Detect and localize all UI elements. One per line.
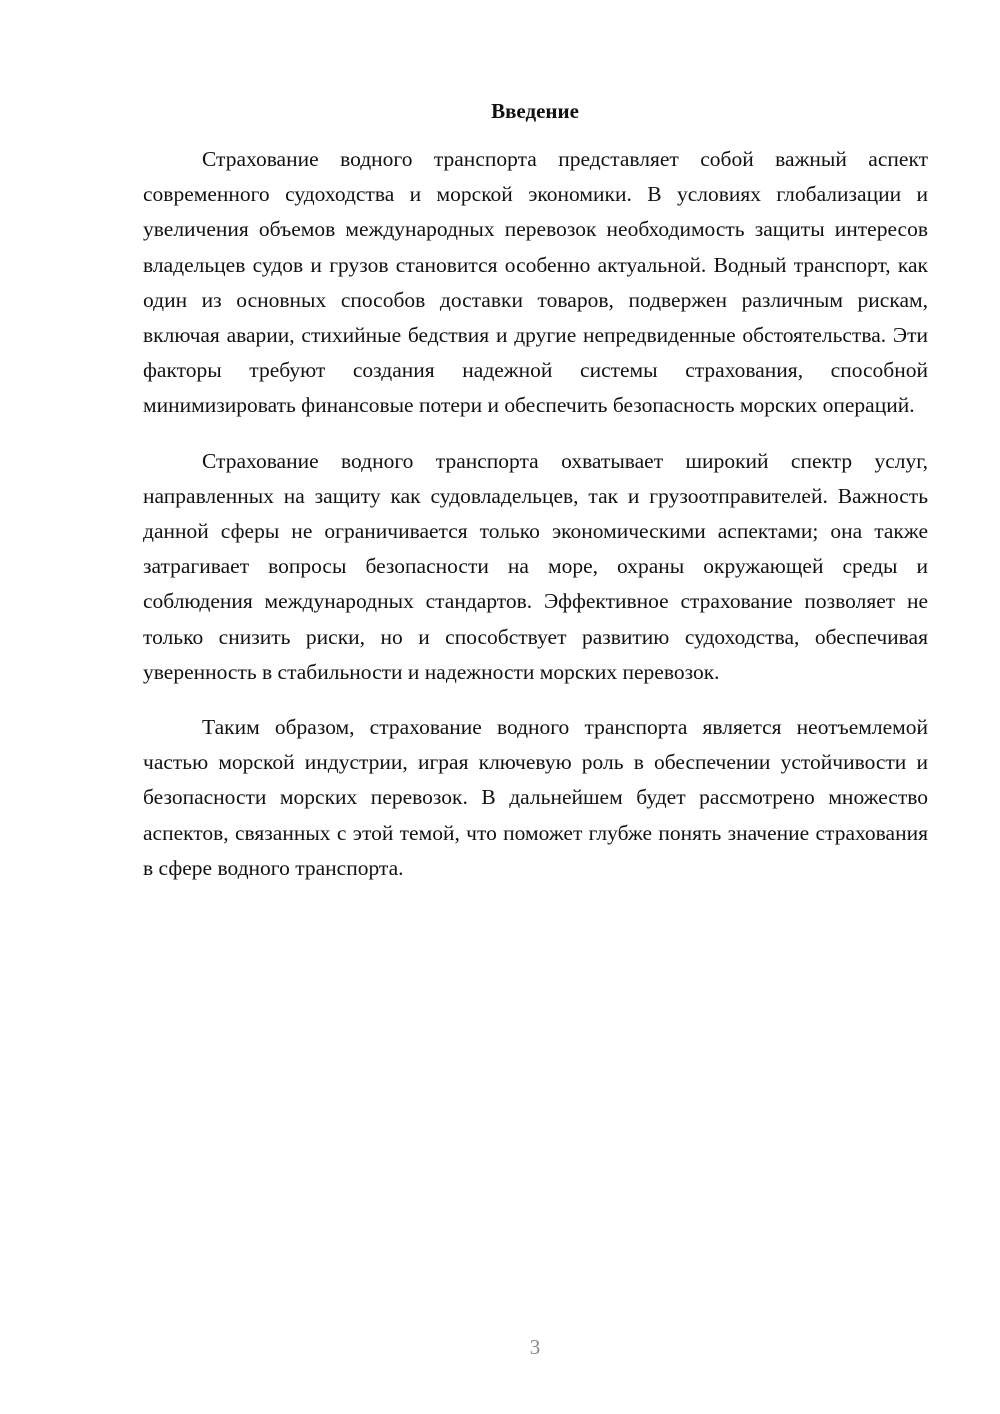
- page-number: 3: [529, 1335, 541, 1359]
- paragraph-3: Таким образом, страхование водного транспорта является неотъемлемой частью морской индустрии, играя ключевую роль в обеспечении устойчивости и безопасности морских перевозок. В дальнейшем будет рассмотрено множество аспектов, связанных с этой темой, что поможет глубже понять значение страхования в сфере водного транспорта.: [143, 715, 928, 880]
- body-text: [143, 142, 928, 906]
- paragraph-1: Страхование водного транспорта представляет собой важный аспект современного судоходства и морской экономики. В условиях глобализации и увеличения объемов международных перевозок необходимость защиты интересов владельцев судов и грузов становится особенно актуальной. Водный транспорт, как один из основных способов доставки товаров, подвержен различным рискам, включая аварии, стихийные бедствия и другие непредвиденные обстоятельства. Эти факторы требуют создания надежной системы страхования, способной минимизировать финансовые потери и обеспечить безопасность морских операций.: [143, 147, 928, 418]
- paragraph-2: Страхование водного транспорта охватывает широкий спектр услуг, направленных на защиту как судовладельцев, так и грузоотправителей. Важность данной сферы не ограничивается только экономическими аспектами; она также затрагивает вопросы безопасности на море, охраны окружающей среды и соблюдения международных стандартов. Эффективное страхование позволяет не только снизить риски, но и способствует развитию судоходства, обеспечивая уверенность в стабильности и надежности морских перевозок.: [143, 448, 928, 684]
- page-title: Введение: [491, 99, 579, 123]
